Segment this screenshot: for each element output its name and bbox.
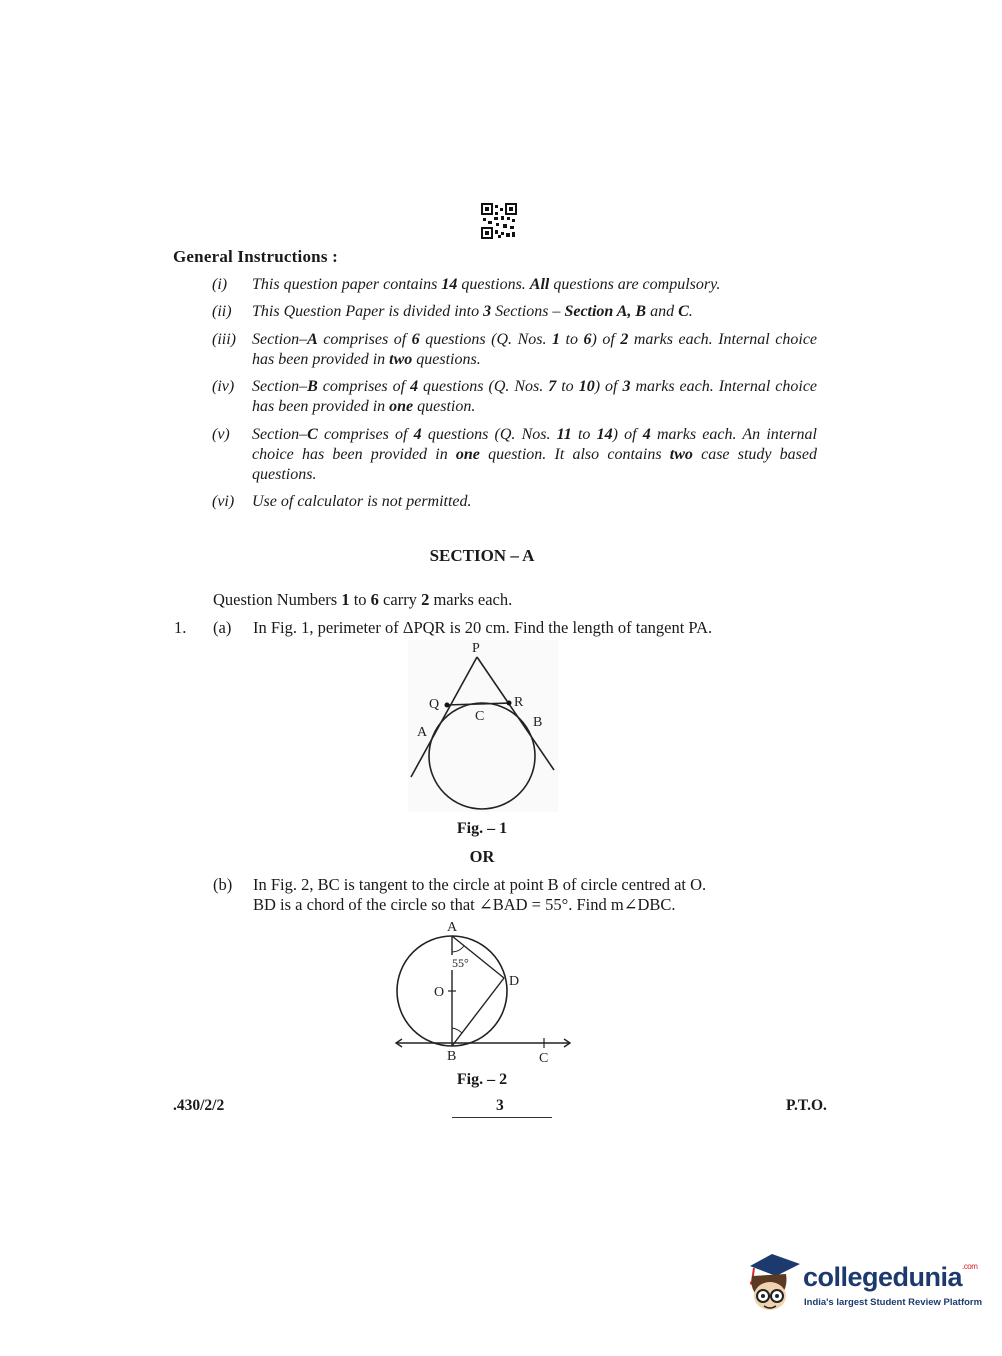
part-b-line-1: In Fig. 2, BC is tangent to the circle at point B of circle centred at O. (253, 875, 707, 894)
fig1-label-r: R (514, 695, 524, 710)
fig1-label-p: P (472, 641, 480, 656)
pto-label: P.T.O. (786, 1097, 827, 1114)
instruction-item (212, 425, 817, 485)
instruction-text: This question paper contains 14 questions. All questions are compulsory. (252, 276, 721, 293)
instruction-number: (v) (212, 426, 230, 443)
instruction-text: This Question Paper is divided into 3 Sections – Section A, B and C. (252, 303, 693, 320)
page-number: 3 (496, 1097, 504, 1114)
fig1-label-a: A (417, 725, 428, 740)
fig1-point-q (445, 703, 450, 708)
instruction-item (212, 330, 817, 370)
instruction-number: (ii) (212, 303, 232, 320)
question-number: 1. (174, 618, 187, 637)
qr-code (481, 203, 517, 239)
collegedunia-mascot-icon (742, 1250, 802, 1316)
fig2-label-d: D (509, 974, 520, 989)
collegedunia-wordmark: collegedunia$^{.com}$ (803, 1262, 978, 1292)
instruction-item (212, 302, 817, 322)
fig2-label-c: C (539, 1051, 549, 1066)
section-a-intro: Question Numbers 1 to 6 carry 2 marks each. (213, 590, 513, 609)
page-number-underline (452, 1117, 552, 1118)
instruction-number: (iii) (212, 331, 236, 348)
section-a-title: SECTION – A (429, 546, 535, 565)
fig2-label-b: B (447, 1049, 457, 1064)
fig2-label-o: O (434, 985, 445, 1000)
general-instructions-title: General Instructions : (173, 247, 338, 266)
fig1-caption: Fig. – 1 (456, 820, 508, 837)
instruction-text: Section–B comprises of 4 questions (Q. Nos. 7 to 10) of 3 marks each. Internal choice has been provided in one question. (252, 378, 818, 415)
figure-1 (408, 640, 558, 812)
collegedunia-tagline: India's largest Student Review Platform (804, 1297, 983, 1308)
instruction-item (212, 275, 817, 295)
part-a-label: (a) (213, 618, 232, 637)
instruction-text: Section–A comprises of 6 questions (Q. Nos. 1 to 6) of 2 marks each. Internal choice has been provided in two questions. (252, 331, 818, 368)
fig2-chord-bd (452, 978, 504, 1046)
fig2-label-a: A (447, 920, 458, 935)
part-b-label: (b) (213, 875, 233, 894)
instruction-text: Section–C comprises of 4 questions (Q. Nos. 11 to 14) of 4 marks each. An internal choice has been provided in one question. It also contains two case study based questions. (252, 426, 818, 483)
fig1-label-q: Q (429, 697, 440, 712)
instruction-item (212, 492, 817, 512)
instruction-number: (vi) (212, 493, 235, 510)
instruction-text: Use of calculator is not permitted. (252, 493, 472, 510)
fig1-point-r (507, 701, 512, 706)
paper-code: .430/2/2 (173, 1097, 225, 1114)
fig1-label-b: B (533, 715, 543, 730)
fig2-angle-label: 55° (452, 956, 469, 970)
instruction-number: (i) (212, 276, 228, 293)
or-label: OR (469, 847, 495, 866)
fig1-label-c: C (475, 709, 485, 724)
figure-2 (392, 918, 574, 1066)
instruction-number: (iv) (212, 378, 235, 395)
part-a-text: In Fig. 1, perimeter of ΔPQR is 20 cm. Find the length of tangent PA. (253, 618, 713, 637)
instruction-item (212, 377, 817, 417)
fig2-caption: Fig. – 2 (456, 1071, 508, 1088)
part-b-line-2: BD is a chord of the circle so that ∠BAD = 55°. Find m∠DBC. (253, 895, 676, 914)
